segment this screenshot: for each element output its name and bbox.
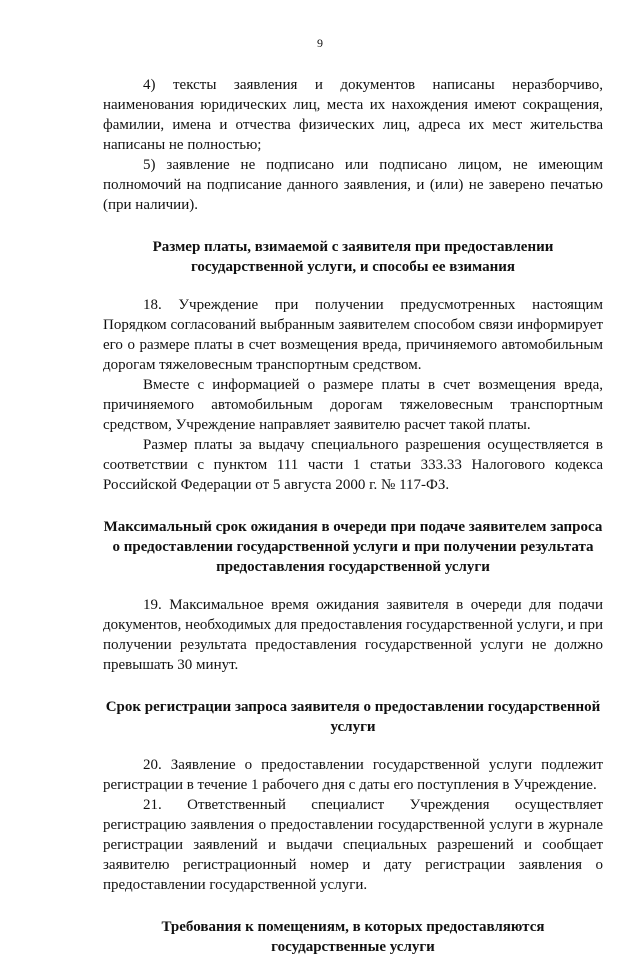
- paragraph-19: 19. Максимальное время ожидания заявителя в очереди для подачи документов, необходимых для предоставления государственной услуги, и при получении результата предоставления государственной услуги не должно превышать 30 минут.: [103, 597, 603, 673]
- page-content: [103, 75, 603, 957]
- paragraph-18-fee-info: Вместе с информацией о размере платы в счет возмещения вреда, причиняемого автомобильным дорогам тяжеловесным транспортным средством, Учреждение направляет заявителю расчет такой платы.: [103, 377, 603, 433]
- paragraph-item-4: 4) тексты заявления и документов написаны неразборчиво, наименования юридических лиц, места их нахождения имеют сокращения, фамилии, имена и отчества физических лиц, адреса их мест жительства написаны не полностью;: [103, 77, 603, 153]
- paragraph-18: 18. Учреждение при получении предусмотренных настоящим Порядком согласований выбранным заявителем способом связи информирует его о размере платы в счет возмещения вреда, причиняемого автомобильным дорогам тяжеловесным транспортным средством.: [103, 297, 603, 373]
- heading-premises: Требования к помещениям, в которых предоставляются государственные услуги: [161, 919, 545, 955]
- heading-registration: Срок регистрации запроса заявителя о предоставлении государственной услуги: [105, 699, 601, 735]
- heading-wait-time: Максимальный срок ожидания в очереди при подаче заявителем запроса о предоставлении государственной услуги и при получении результата предоставления государственной услуги: [103, 519, 603, 575]
- page-number: 9: [317, 36, 323, 50]
- heading-fee: Размер платы, взимаемой с заявителя при предоставлении государственной услуги, и способы ее взимания: [152, 239, 554, 275]
- paragraph-20: 20. Заявление о предоставлении государственной услуги подлежит регистрации в течение 1 рабочего дня с даты его поступления в Учреждение.: [103, 757, 603, 793]
- paragraph-21: 21. Ответственный специалист Учреждения осуществляет регистрацию заявления о предоставлении государственной услуги в журнале регистрации заявлений и выдачи специальных разрешений и сообщает заявителю регистрационный номер и дату регистрации заявления о предоставлении государственной услуги.: [103, 797, 603, 893]
- paragraph-18-fee-amount: Размер платы за выдачу специального разрешения осуществляется в соответствии с пунктом 111 части 1 статьи 333.33 Налогового кодекса Российской Федерации от 5 августа 2000 г. № 117-ФЗ.: [103, 437, 603, 493]
- paragraph-item-5: 5) заявление не подписано или подписано лицом, не имеющим полномочий на подписание данного заявления, и (или) не заверено печатью (при наличии).: [103, 157, 603, 213]
